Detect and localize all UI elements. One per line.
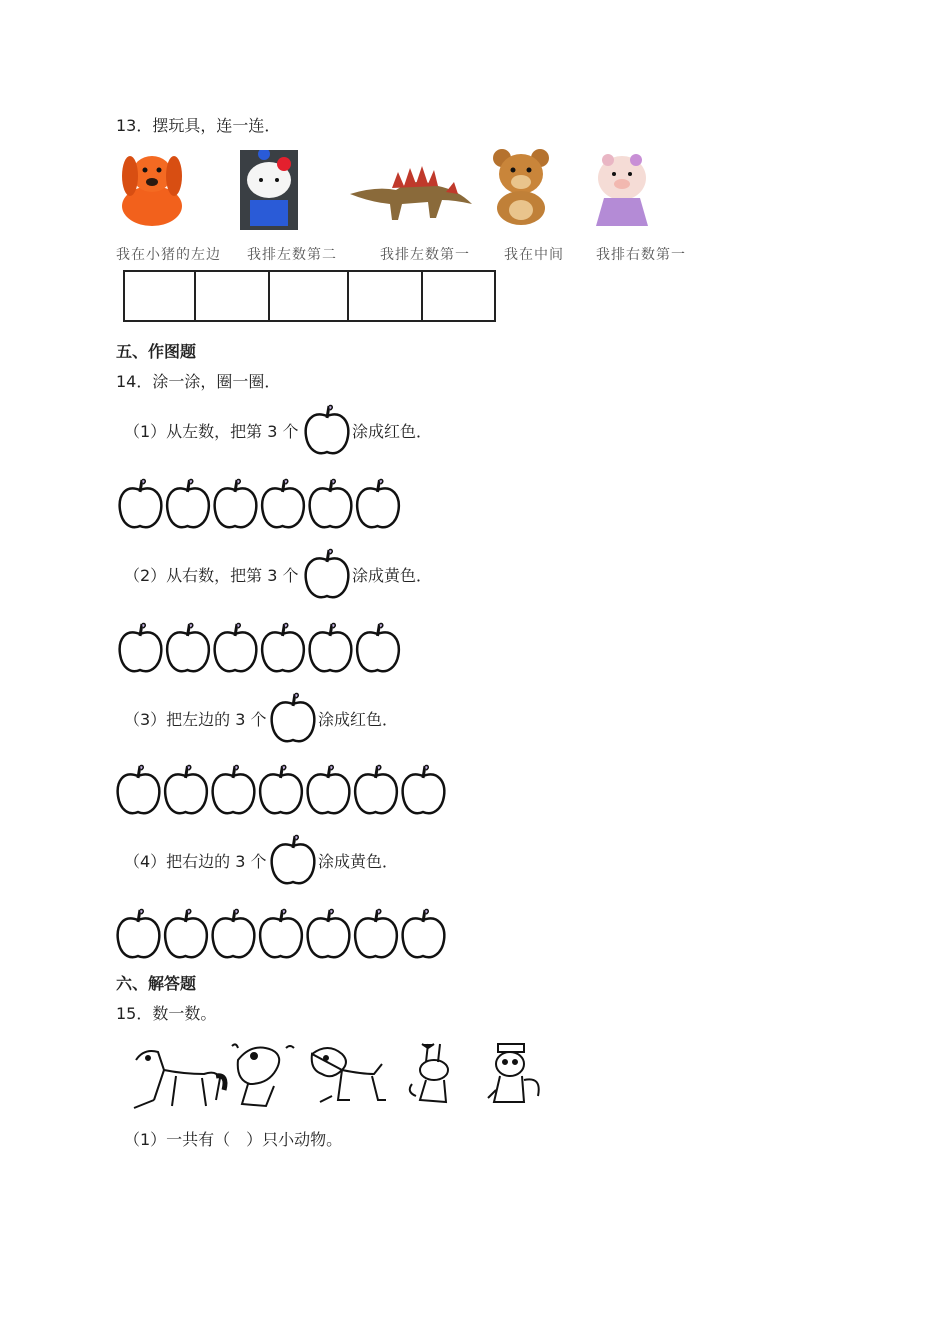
apple-outline[interactable] (355, 909, 397, 957)
toy-caption: 我在中间 (504, 247, 564, 263)
toy-caption: 我排右数第一 (596, 247, 686, 263)
apple-outline[interactable] (118, 909, 160, 957)
q14-part1-instruction: 涂成红色． (352, 422, 433, 441)
apple-outline[interactable] (215, 479, 257, 527)
apple-row-2 (116, 618, 416, 680)
bear-toy-image (490, 146, 552, 230)
apple-outline[interactable] (118, 765, 160, 813)
dinosaur-toy-image (346, 156, 476, 230)
apple-outline[interactable] (167, 479, 209, 527)
apple-outline[interactable] (260, 909, 302, 957)
q15-title: 15．数一数。 (116, 1004, 217, 1023)
apple-icon (302, 546, 352, 602)
pig-toy-image (592, 152, 652, 234)
q14-part1-text: （1）从左数，把第 3 个 (124, 422, 299, 441)
answer-box[interactable] (123, 270, 196, 322)
q13-title: 13．摆玩具，连一连． (116, 116, 281, 135)
apple-outline[interactable] (167, 623, 209, 671)
dog-drawing (312, 1048, 386, 1102)
apple-row-4 (114, 904, 459, 966)
apple-icon (268, 690, 318, 746)
apple-outline[interactable] (165, 909, 207, 957)
apple-outline[interactable] (357, 479, 399, 527)
answer-box[interactable] (349, 270, 423, 322)
answer-box[interactable] (196, 270, 270, 322)
toy-caption: 我排左数第二 (247, 247, 337, 263)
apple-outline[interactable] (213, 909, 255, 957)
section-heading: 六、解答题 (116, 974, 197, 993)
apple-outline[interactable] (310, 479, 352, 527)
q14-part3-instruction: 涂成红色． (318, 710, 399, 729)
q14-title: 14．涂一涂，圈一圈． (116, 372, 281, 391)
apple-outline[interactable] (355, 765, 397, 813)
answer-box[interactable] (423, 270, 496, 322)
monkey-drawing (488, 1044, 539, 1102)
kitty-toy-image (240, 150, 298, 234)
apple-outline[interactable] (310, 623, 352, 671)
apple-outline[interactable] (403, 909, 445, 957)
q14-part2-instruction: 涂成黄色． (352, 566, 433, 585)
toy-caption: 我在小猪的左边 (116, 247, 221, 263)
apple-icon (268, 832, 318, 888)
q14-part3-text: （3）把左边的 3 个 (124, 710, 267, 729)
apple-outline[interactable] (260, 765, 302, 813)
answer-box-row (123, 270, 496, 322)
frog-drawing (232, 1044, 294, 1106)
q14-part4-text: （4）把右边的 3 个 (124, 852, 267, 871)
apple-row-1 (116, 474, 416, 536)
section-heading: 五、作图题 (116, 342, 197, 361)
apple-outline[interactable] (308, 765, 350, 813)
apple-outline[interactable] (120, 479, 162, 527)
apple-outline[interactable] (262, 623, 304, 671)
q14-part2-text: （2）从右数，把第 3 个 (124, 566, 299, 585)
rabbit-drawing (410, 1044, 448, 1102)
q15-sub1: （1）一共有（ ）只小动物。 (124, 1130, 343, 1149)
answer-box[interactable] (270, 270, 349, 322)
apple-row-3 (114, 760, 459, 822)
apple-outline[interactable] (120, 623, 162, 671)
horse-drawing (134, 1051, 225, 1108)
apple-outline[interactable] (165, 765, 207, 813)
animals-illustration (124, 1040, 564, 1120)
apple-outline[interactable] (308, 909, 350, 957)
toy-caption: 我排左数第一 (380, 247, 470, 263)
apple-outline[interactable] (262, 479, 304, 527)
apple-icon (302, 402, 352, 458)
dog-toy-image (112, 146, 192, 234)
q14-part4-instruction: 涂成黄色． (318, 852, 399, 871)
apple-outline[interactable] (403, 765, 445, 813)
apple-outline[interactable] (213, 765, 255, 813)
apple-outline[interactable] (357, 623, 399, 671)
apple-outline[interactable] (215, 623, 257, 671)
